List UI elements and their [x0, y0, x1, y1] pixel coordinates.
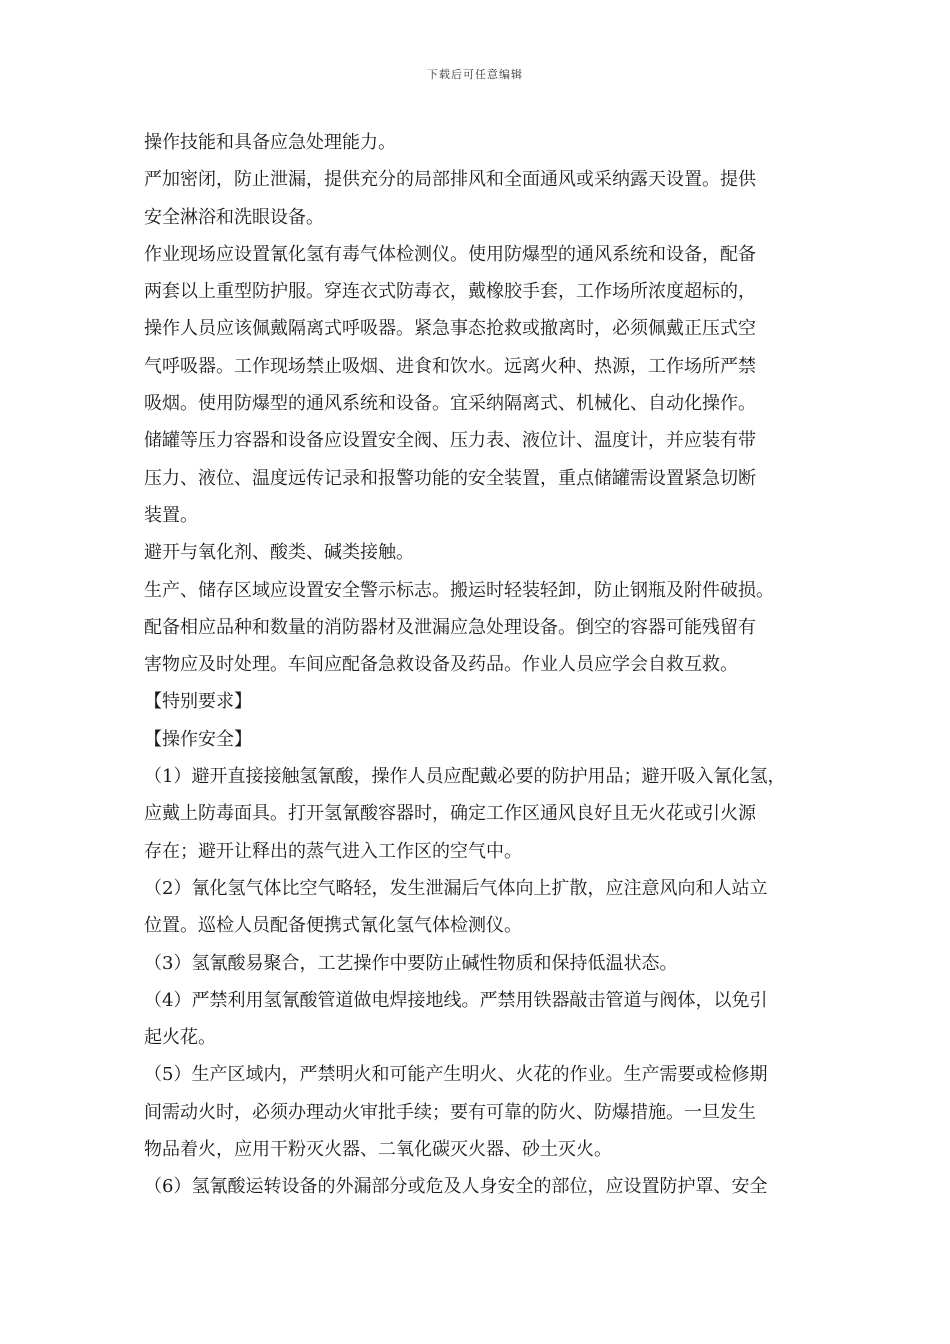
document-body [144, 124, 810, 1206]
text-line: 储罐等压力容器和设备应设置安全阀、压力表、液位计、温度计，并应装有带 [144, 430, 756, 452]
text-line: 严加密闭，防止泄漏，提供充分的局部排风和全面通风或采纳露天设置。提供 [144, 169, 756, 191]
text-line: 配备相应品种和数量的消防器材及泄漏应急处理设备。倒空的容器可能残留有 [144, 616, 756, 638]
text-line: 两套以上重型防护服。穿连衣式防毒衣，戴橡胶手套，工作场所浓度超标的， [144, 281, 756, 303]
header-note: 下载后可任意编辑 [427, 68, 523, 81]
text-line: （4）严禁利用氢氰酸管道做电焊接地线。严禁用铁器敲击管道与阀体，以免引 [144, 989, 768, 1011]
text-line: 装置。 [144, 504, 198, 526]
text-line: 气呼吸器。工作现场禁止吸烟、进食和饮水。远离火种、热源，工作场所严禁 [144, 355, 756, 377]
text-line: （6）氢氰酸运转设备的外漏部分或危及人身安全的部位，应设置防护罩、安全 [144, 1176, 768, 1198]
text-line: 害物应及时处理。车间应配备急救设备及药品。作业人员应学会自救互救。 [144, 654, 738, 676]
text-line: 起火花。 [144, 1027, 216, 1049]
text-line: 作业现场应设置氰化氢有毒气体检测仪。使用防爆型的通风系统和设备，配备 [144, 243, 756, 265]
text-line: 操作人员应该佩戴隔离式呼吸器。紧急事态抢救或撤离时，必须佩戴正压式空 [144, 318, 756, 340]
text-line: 避开与氧化剂、酸类、碱类接触。 [144, 542, 414, 564]
text-line: （5）生产区域内，严禁明火和可能产生明火、火花的作业。生产需要或检修期 [144, 1064, 768, 1086]
text-line: 间需动火时，必须办理动火审批手续；要有可靠的防火、防爆措施。一旦发生 [144, 1101, 756, 1123]
text-line: 位置。巡检人员配备便携式氰化氢气体检测仪。 [144, 915, 522, 937]
text-line: （2）氰化氢气体比空气略轻，发生泄漏后气体向上扩散，应注意风向和人站立 [144, 877, 768, 899]
section-heading: 【操作安全】 [144, 728, 252, 750]
text-line: 存在；避开让释出的蒸气进入工作区的空气中。 [144, 840, 522, 862]
text-line: 应戴上防毒面具。打开氢氰酸容器时，确定工作区通风良好且无火花或引火源 [144, 803, 756, 825]
text-line: 安全淋浴和洗眼设备。 [144, 206, 324, 228]
text-line: 操作技能和具备应急处理能力。 [144, 132, 396, 153]
section-heading: 【特别要求】 [144, 691, 252, 713]
text-line: 生产、储存区域应设置安全警示标志。搬运时轻装轻卸，防止钢瓶及附件破损。 [144, 579, 774, 601]
text-line: 压力、液位、温度远传记录和报警功能的安全装置，重点储罐需设置紧急切断 [144, 467, 756, 489]
text-line: （3）氢氰酸易聚合，工艺操作中要防止碱性物质和保持低温状态。 [144, 952, 678, 974]
text-line: 吸烟。使用防爆型的通风系统和设备。宜采纳隔离式、机械化、自动化操作。 [144, 393, 756, 415]
text-line: （1）避开直接接触氢氰酸，操作人员应配戴必要的防护用品；避开吸入氰化氢， [144, 766, 786, 788]
text-line: 物品着火，应用干粉灭火器、二氧化碳灭火器、砂土灭火。 [144, 1139, 612, 1161]
